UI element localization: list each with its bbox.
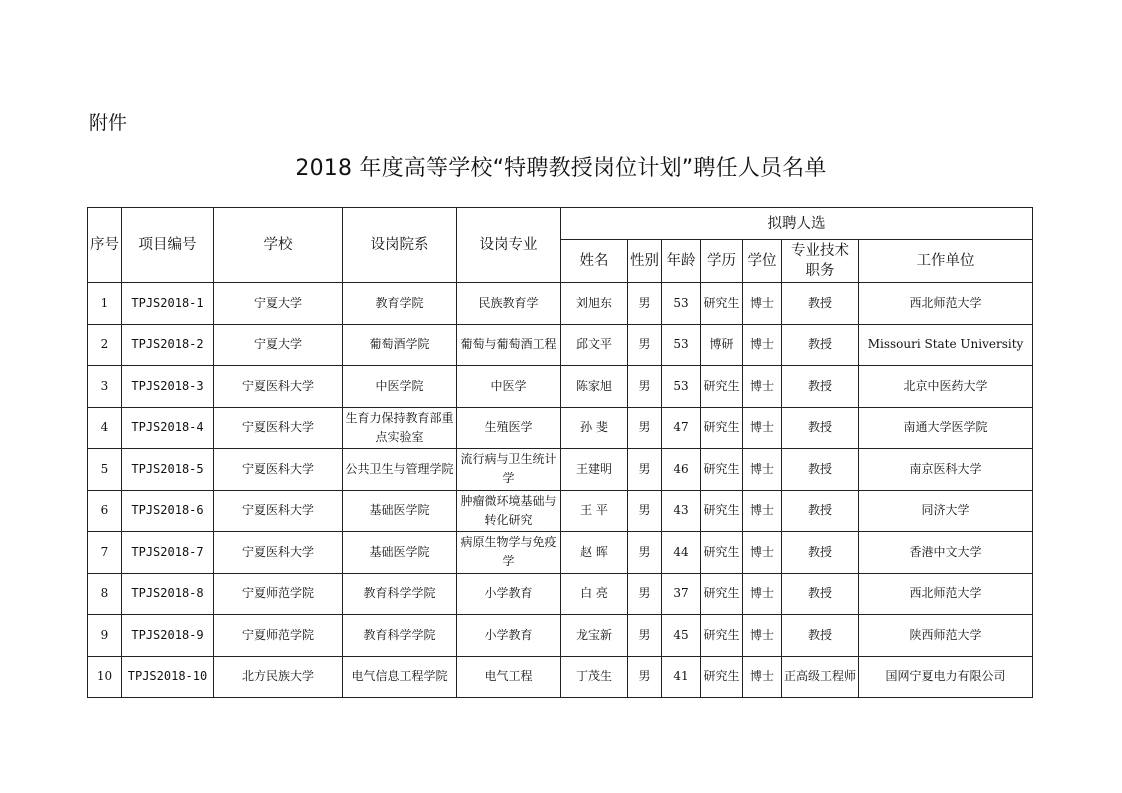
cell-title: 教授 xyxy=(782,573,859,615)
cell-school: 宁夏师范学院 xyxy=(214,573,343,615)
cell-name: 陈家旭 xyxy=(561,366,628,408)
table-row xyxy=(88,324,1033,366)
table-row xyxy=(88,366,1033,408)
cell-gender: 男 xyxy=(628,615,662,657)
header-project-code: 项目编号 xyxy=(122,208,214,283)
cell-project-code: TPJS2018-6 xyxy=(122,490,214,532)
cell-project-code: TPJS2018-5 xyxy=(122,449,214,491)
cell-age: 46 xyxy=(662,449,701,491)
cell-age: 37 xyxy=(662,573,701,615)
cell-project-code: TPJS2018-9 xyxy=(122,615,214,657)
cell-major: 电气工程 xyxy=(457,656,561,698)
cell-major: 生殖医学 xyxy=(457,407,561,449)
header-department: 设岗院系 xyxy=(343,208,457,283)
cell-department: 公共卫生与管理学院 xyxy=(343,449,457,491)
cell-education: 研究生 xyxy=(701,366,743,408)
cell-gender: 男 xyxy=(628,490,662,532)
cell-degree: 博士 xyxy=(743,449,782,491)
cell-employer: 北京中医药大学 xyxy=(859,366,1033,408)
header-candidate-group: 拟聘人选 xyxy=(561,208,1033,240)
cell-education: 研究生 xyxy=(701,407,743,449)
cell-degree: 博士 xyxy=(743,532,782,574)
header-title: 专业技术职务 xyxy=(782,240,859,283)
cell-major: 流行病与卫生统计学 xyxy=(457,449,561,491)
cell-employer: 同济大学 xyxy=(859,490,1033,532)
cell-name: 王 平 xyxy=(561,490,628,532)
cell-degree: 博士 xyxy=(743,656,782,698)
cell-employer: 西北师范大学 xyxy=(859,573,1033,615)
cell-degree: 博士 xyxy=(743,324,782,366)
cell-title: 教授 xyxy=(782,283,859,325)
cell-major: 病原生物学与免疫学 xyxy=(457,532,561,574)
cell-department: 教育科学学院 xyxy=(343,573,457,615)
cell-project-code: TPJS2018-3 xyxy=(122,366,214,408)
cell-title: 教授 xyxy=(782,366,859,408)
table-row xyxy=(88,656,1033,698)
cell-project-code: TPJS2018-8 xyxy=(122,573,214,615)
header-gender: 性别 xyxy=(628,240,662,283)
document-title: 2018 年度高等学校“特聘教授岗位计划”聘任人员名单 xyxy=(295,156,827,181)
cell-school: 宁夏医科大学 xyxy=(214,490,343,532)
cell-project-code: TPJS2018-10 xyxy=(122,656,214,698)
cell-seq: 2 xyxy=(88,324,122,366)
cell-seq: 3 xyxy=(88,366,122,408)
cell-seq: 4 xyxy=(88,407,122,449)
cell-school: 宁夏大学 xyxy=(214,324,343,366)
cell-major: 葡萄与葡萄酒工程 xyxy=(457,324,561,366)
cell-title: 教授 xyxy=(782,615,859,657)
cell-department: 教育科学学院 xyxy=(343,615,457,657)
cell-seq: 5 xyxy=(88,449,122,491)
cell-title: 教授 xyxy=(782,449,859,491)
cell-gender: 男 xyxy=(628,656,662,698)
cell-major: 中医学 xyxy=(457,366,561,408)
cell-employer: Missouri State University xyxy=(859,324,1033,366)
cell-seq: 6 xyxy=(88,490,122,532)
header-degree: 学位 xyxy=(743,240,782,283)
cell-gender: 男 xyxy=(628,449,662,491)
cell-gender: 男 xyxy=(628,283,662,325)
cell-age: 53 xyxy=(662,283,701,325)
cell-employer: 香港中文大学 xyxy=(859,532,1033,574)
cell-department: 中医学院 xyxy=(343,366,457,408)
header-name: 姓名 xyxy=(561,240,628,283)
cell-seq: 7 xyxy=(88,532,122,574)
cell-age: 45 xyxy=(662,615,701,657)
cell-education: 研究生 xyxy=(701,449,743,491)
header-seq: 序号 xyxy=(88,208,122,283)
cell-degree: 博士 xyxy=(743,615,782,657)
cell-age: 43 xyxy=(662,490,701,532)
cell-degree: 博士 xyxy=(743,407,782,449)
cell-age: 41 xyxy=(662,656,701,698)
table-row xyxy=(88,407,1033,449)
cell-major: 肿瘤微环境基础与转化研究 xyxy=(457,490,561,532)
cell-name: 丁茂生 xyxy=(561,656,628,698)
cell-school: 宁夏医科大学 xyxy=(214,532,343,574)
table-row xyxy=(88,449,1033,491)
cell-name: 孙 斐 xyxy=(561,407,628,449)
table-row xyxy=(88,490,1033,532)
table-row xyxy=(88,615,1033,657)
cell-title: 教授 xyxy=(782,490,859,532)
cell-employer: 国网宁夏电力有限公司 xyxy=(859,656,1033,698)
cell-education: 研究生 xyxy=(701,615,743,657)
cell-gender: 男 xyxy=(628,324,662,366)
cell-employer: 南京医科大学 xyxy=(859,449,1033,491)
cell-major: 小学教育 xyxy=(457,573,561,615)
cell-department: 电气信息工程学院 xyxy=(343,656,457,698)
cell-name: 刘旭东 xyxy=(561,283,628,325)
cell-school: 宁夏师范学院 xyxy=(214,615,343,657)
cell-project-code: TPJS2018-2 xyxy=(122,324,214,366)
cell-employer: 陕西师范大学 xyxy=(859,615,1033,657)
cell-education: 研究生 xyxy=(701,656,743,698)
cell-education: 研究生 xyxy=(701,573,743,615)
cell-name: 白 亮 xyxy=(561,573,628,615)
cell-name: 赵 晖 xyxy=(561,532,628,574)
table-row xyxy=(88,573,1033,615)
cell-title: 教授 xyxy=(782,407,859,449)
cell-school: 宁夏医科大学 xyxy=(214,366,343,408)
header-age: 年龄 xyxy=(662,240,701,283)
cell-age: 44 xyxy=(662,532,701,574)
cell-degree: 博士 xyxy=(743,573,782,615)
cell-education: 博研 xyxy=(701,324,743,366)
cell-title: 教授 xyxy=(782,324,859,366)
cell-major: 小学教育 xyxy=(457,615,561,657)
cell-gender: 男 xyxy=(628,407,662,449)
cell-employer: 西北师范大学 xyxy=(859,283,1033,325)
cell-degree: 博士 xyxy=(743,490,782,532)
cell-seq: 8 xyxy=(88,573,122,615)
cell-department: 基础医学院 xyxy=(343,532,457,574)
cell-age: 53 xyxy=(662,366,701,408)
cell-employer: 南通大学医学院 xyxy=(859,407,1033,449)
cell-department: 生育力保持教育部重点实验室 xyxy=(343,407,457,449)
table-row xyxy=(88,532,1033,574)
cell-degree: 博士 xyxy=(743,366,782,408)
cell-title: 正高级工程师 xyxy=(782,656,859,698)
cell-department: 教育学院 xyxy=(343,283,457,325)
cell-gender: 男 xyxy=(628,573,662,615)
header-education: 学历 xyxy=(701,240,743,283)
header-major: 设岗专业 xyxy=(457,208,561,283)
cell-school: 宁夏医科大学 xyxy=(214,407,343,449)
cell-project-code: TPJS2018-1 xyxy=(122,283,214,325)
appointment-roster-table xyxy=(87,207,1033,698)
cell-degree: 博士 xyxy=(743,283,782,325)
cell-department: 基础医学院 xyxy=(343,490,457,532)
cell-seq: 9 xyxy=(88,615,122,657)
cell-project-code: TPJS2018-4 xyxy=(122,407,214,449)
cell-major: 民族教育学 xyxy=(457,283,561,325)
cell-school: 北方民族大学 xyxy=(214,656,343,698)
cell-name: 龙宝新 xyxy=(561,615,628,657)
cell-school: 宁夏医科大学 xyxy=(214,449,343,491)
header-employer: 工作单位 xyxy=(859,240,1033,283)
cell-project-code: TPJS2018-7 xyxy=(122,532,214,574)
attachment-label: 附件 xyxy=(89,112,128,134)
cell-seq: 1 xyxy=(88,283,122,325)
cell-education: 研究生 xyxy=(701,532,743,574)
cell-name: 邱文平 xyxy=(561,324,628,366)
cell-age: 53 xyxy=(662,324,701,366)
cell-department: 葡萄酒学院 xyxy=(343,324,457,366)
roster-body xyxy=(88,283,1033,698)
cell-education: 研究生 xyxy=(701,283,743,325)
header-school: 学校 xyxy=(214,208,343,283)
cell-age: 47 xyxy=(662,407,701,449)
cell-seq: 10 xyxy=(88,656,122,698)
cell-gender: 男 xyxy=(628,532,662,574)
cell-name: 王建明 xyxy=(561,449,628,491)
cell-title: 教授 xyxy=(782,532,859,574)
cell-gender: 男 xyxy=(628,366,662,408)
table-row xyxy=(88,283,1033,325)
cell-school: 宁夏大学 xyxy=(214,283,343,325)
cell-education: 研究生 xyxy=(701,490,743,532)
